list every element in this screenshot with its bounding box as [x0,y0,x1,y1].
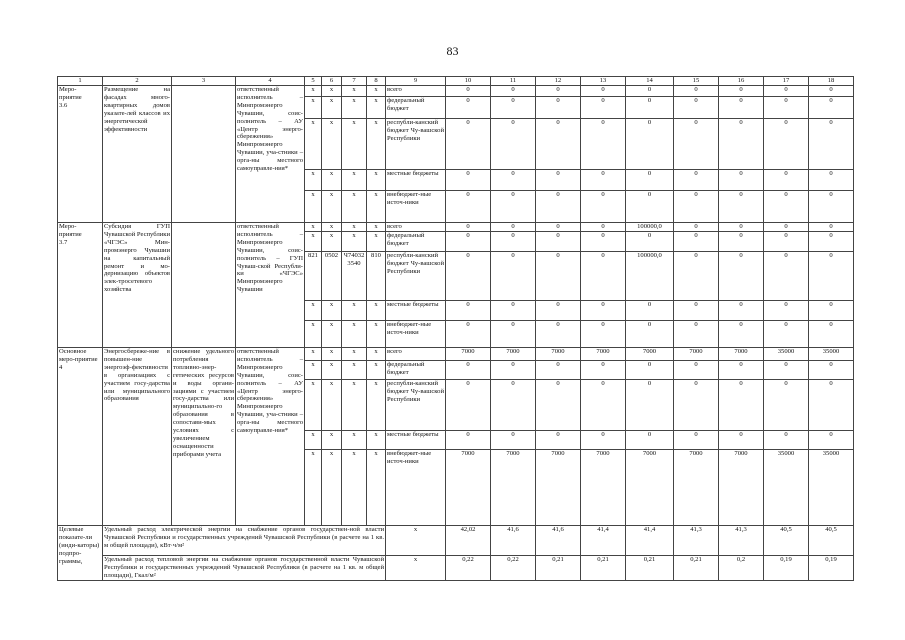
value-cell: 0 [446,223,491,232]
code-cell: x [305,97,322,119]
responsible-cell: ответственный исполнитель – Минпромэнерго Чувашии, соис-полнитель – ГУП Чуваш-ской Республи-ки «ЧГЭС» Минпромэнерго Чувашии [236,223,305,348]
value-cell: 0 [536,119,581,170]
page-number: 83 [446,44,459,58]
indicator-value-cell: 41,4 [626,526,674,556]
code-cell: x [305,348,322,361]
value-cell: 0 [536,97,581,119]
code-cell: x [367,232,386,252]
expected-result-cell [172,223,236,348]
value-cell: 0 [764,361,809,380]
code-cell: x [322,450,342,526]
value-cell: 0 [674,191,719,223]
code-cell: x [367,170,386,191]
indicator-value-cell: 41,3 [674,526,719,556]
value-cell: 100000,0 [626,252,674,301]
value-cell: 0 [809,191,854,223]
value-cell: 0 [809,321,854,348]
event-cell: Основное меро-приятие 4 [58,348,103,526]
value-cell: 7000 [491,450,536,526]
value-cell: 0 [491,97,536,119]
value-cell: 0 [719,97,764,119]
header-cell: 8 [367,77,386,86]
header-cell: 7 [342,77,367,86]
value-cell: 0 [809,301,854,321]
funding-source-cell: всего [386,86,446,97]
value-cell: 35000 [809,450,854,526]
code-cell: x [305,380,322,431]
code-cell: x [342,119,367,170]
header-cell: 1 [58,77,103,86]
value-cell: 0 [491,252,536,301]
code-cell: x [305,223,322,232]
value-cell: 0 [446,301,491,321]
indicator-value-cell: 40,5 [809,526,854,556]
indicator-value-cell: 0,21 [536,556,581,581]
value-cell: 0 [719,232,764,252]
value-cell: 7000 [581,450,626,526]
value-cell: 0 [626,361,674,380]
value-cell: 0 [536,431,581,450]
value-cell: 7000 [719,348,764,361]
value-cell: 0 [674,86,719,97]
value-cell: 35000 [764,450,809,526]
code-cell: x [305,191,322,223]
value-cell: 0 [626,170,674,191]
value-cell: 0 [581,170,626,191]
code-cell: x [305,86,322,97]
value-cell: 0 [719,119,764,170]
indicator-text-cell: Удельный расход электрической энергии на снабжение органов государствен-ной власти Чувашской Республики и государственных учреждений Чувашской Республики (в расчете на 1 кв. м общей площади), кВт·ч/м² [103,526,386,556]
code-cell: x [367,361,386,380]
value-cell: 0 [809,170,854,191]
value-cell: 0 [764,119,809,170]
code-cell: x [305,321,322,348]
indicator-text-cell: Удельный расход тепловой энергии на снабжение органов государственной власти Чувашской Республики и государственных учреждений Чувашской Республики (в расчете на 1 кв. м общей площади), Гкал/м² [104,556,384,579]
indicator-value-cell: 0,19 [764,556,809,581]
value-cell: 0 [491,170,536,191]
funding-source-cell: внебюджет-ные источ-ники [386,450,446,526]
code-cell: x [322,119,342,170]
value-cell: 0 [719,191,764,223]
value-cell: 7000 [626,450,674,526]
value-cell: 0 [536,223,581,232]
code-cell: x [367,348,386,361]
code-cell: x [322,97,342,119]
code-cell: x [367,321,386,348]
table-row [58,86,854,97]
target-label-cell: Целевые показате-ли (инди-каторы) подпро-граммы, [58,526,103,581]
event-name-cell: Субсидия ГУП Чувашской Республики «ЧГЭС» Мин-промэнерго Чувашии на капитальный ремонт и мо-дернизацию объектов элек-тросетевого хозяйства [103,223,172,348]
code-cell: x [342,97,367,119]
value-cell: 0 [719,170,764,191]
code-cell: x [342,348,367,361]
value-cell: 0 [809,86,854,97]
event-name-cell: Размещение на фасадах много-квартирных домов указате-лей классов их энергетической эффективности [103,86,172,223]
value-cell: 7000 [581,348,626,361]
code-cell: x [305,170,322,191]
value-cell: 0 [581,301,626,321]
value-cell: 7000 [626,348,674,361]
code-cell: x [305,232,322,252]
value-cell: 0 [491,431,536,450]
expected-result-cell [172,86,236,223]
value-cell: 0 [719,361,764,380]
value-cell: 0 [674,119,719,170]
value-cell: 0 [581,86,626,97]
indicator-value-cell: 0,2 [719,556,764,581]
indicator-value-cell: 0,21 [581,556,626,581]
value-cell: 7000 [446,348,491,361]
value-cell: 0 [536,252,581,301]
funding-source-cell: внебюджет-ные источ-ники [386,191,446,223]
target-row [58,526,854,556]
value-cell: 0 [626,97,674,119]
code-cell: x [367,97,386,119]
event-cell: Меро- приятие 3.7 [58,223,103,348]
expected-result-cell: снижение удельного потребления топливно-энер-гетических ресурсов и воды органи-зациями с участием госу-дарства или муниципально-го образования в сопостави-мых условиях с увеличением оснащенности приборами учета [172,348,236,526]
value-cell: 0 [809,232,854,252]
code-cell: x [342,450,367,526]
indicator-value-cell: 0,22 [446,556,491,581]
value-cell: 0 [536,361,581,380]
value-cell: 0 [719,431,764,450]
indicator-value-cell: 41,6 [491,526,536,556]
funding-source-cell: федеральный бюджет [386,361,446,380]
value-cell: 0 [674,361,719,380]
value-cell: 0 [809,223,854,232]
value-cell: 0 [446,321,491,348]
value-cell: 0 [674,431,719,450]
value-cell: 0 [674,232,719,252]
value-cell: 0 [491,301,536,321]
indicator-value-cell: 41,3 [719,526,764,556]
value-cell: 0 [581,191,626,223]
code-cell: x [322,191,342,223]
value-cell: 0 [581,97,626,119]
value-cell: 0 [809,119,854,170]
value-cell: 0 [581,232,626,252]
code-cell: x [342,301,367,321]
indicator-value-cell: 0,21 [626,556,674,581]
value-cell: 0 [491,191,536,223]
code-cell: x [305,431,322,450]
header-cell: 3 [172,77,236,86]
funding-source-cell: местные бюджеты [386,170,446,191]
code-cell: x [322,361,342,380]
value-cell: 0 [809,380,854,431]
header-cell: 13 [581,77,626,86]
value-cell: 0 [674,97,719,119]
value-cell: 0 [719,86,764,97]
value-cell: 0 [719,380,764,431]
value-cell: 0 [446,170,491,191]
code-cell: 821 [305,252,322,301]
value-cell: 0 [491,361,536,380]
code-cell: x [342,361,367,380]
indicator-value-cell: 41,4 [581,526,626,556]
program-table [57,76,854,581]
value-cell: 0 [581,119,626,170]
value-cell: 0 [581,361,626,380]
code-cell: Ч74032 3540 [342,252,367,301]
funding-source-cell: внебюджет-ные источ-ники [386,321,446,348]
table-row [58,348,854,361]
code-cell: x [342,191,367,223]
table-row [58,223,854,232]
value-cell: 0 [764,252,809,301]
indicator-value-cell: 42,02 [446,526,491,556]
header-cell: 18 [809,77,854,86]
header-cell: 4 [236,77,305,86]
header-cell: 11 [491,77,536,86]
funding-source-cell: республи-канский бюджет Чу-вашской Республики [386,119,446,170]
header-cell: 9 [386,77,446,86]
value-cell: 0 [626,119,674,170]
code-cell: x [367,86,386,97]
funding-source-cell: республи-канский бюджет Чу-вашской Республики [386,252,446,301]
code-cell: x [342,321,367,348]
code-cell: x [367,431,386,450]
code-cell: x [342,431,367,450]
value-cell: 35000 [809,348,854,361]
value-cell: 0 [719,252,764,301]
value-cell: 7000 [536,450,581,526]
value-cell: 0 [536,321,581,348]
value-cell: 0 [674,321,719,348]
value-cell: 0 [446,232,491,252]
value-cell: 7000 [446,450,491,526]
value-cell: 0 [446,252,491,301]
value-cell: 0 [446,191,491,223]
value-cell: 7000 [491,348,536,361]
header-row [58,77,854,86]
header-cell: 6 [322,77,342,86]
value-cell: 0 [674,380,719,431]
value-cell: 0 [491,223,536,232]
value-cell: 0 [446,97,491,119]
value-cell: 0 [764,380,809,431]
value-cell: 100000,0 [626,223,674,232]
value-cell: 0 [446,119,491,170]
code-cell: x [322,232,342,252]
value-cell: 0 [809,431,854,450]
value-cell: 0 [491,232,536,252]
value-cell: 0 [764,223,809,232]
code-cell: x [305,119,322,170]
value-cell: 0 [536,191,581,223]
funding-source-cell: федеральный бюджет [386,97,446,119]
indicator-value-cell: 0,21 [674,556,719,581]
value-cell: 0 [626,191,674,223]
code-cell: x [367,119,386,170]
value-cell: 0 [674,223,719,232]
header-cell: 5 [305,77,322,86]
funding-source-cell: местные бюджеты [386,431,446,450]
target-row [58,556,854,581]
value-cell: 0 [491,380,536,431]
header-cell: 14 [626,77,674,86]
funding-source-cell: федеральный бюджет [386,232,446,252]
code-cell: x [342,223,367,232]
code-cell: x [322,431,342,450]
header-cell: 10 [446,77,491,86]
responsible-cell: ответственный исполнитель – Минпромэнерго Чувашии, соис-полнитель – АУ «Центр энерго-сбережения» Минпромэнерго Чувашии, уча-стники – орга-ны местного самоуправле-ния* [236,86,305,223]
value-cell: 0 [446,431,491,450]
code-cell: x [367,223,386,232]
indicator-x-cell: x [386,556,446,581]
value-cell: 0 [764,301,809,321]
code-cell: x [342,170,367,191]
code-cell: x [322,223,342,232]
code-cell: 810 [367,252,386,301]
value-cell: 7000 [719,450,764,526]
code-cell: x [322,301,342,321]
value-cell: 0 [809,97,854,119]
value-cell: 0 [626,86,674,97]
funding-source-cell: всего [386,348,446,361]
value-cell: 0 [536,380,581,431]
value-cell: 35000 [764,348,809,361]
value-cell: 0 [764,191,809,223]
responsible-cell: ответственный исполнитель – Минпромэнерго Чувашии, соис-полнитель – АУ «Центр энерго-сбережения» Минпромэнерго Чувашии, уча-стники – орга-ны местного самоуправле-ния* [236,348,305,526]
code-cell: x [367,191,386,223]
code-cell: x [367,301,386,321]
header-cell: 15 [674,77,719,86]
funding-source-cell: местные бюджеты [386,301,446,321]
value-cell: 0 [536,86,581,97]
indicator-value-cell: 40,5 [764,526,809,556]
header-cell: 17 [764,77,809,86]
code-cell: x [305,450,322,526]
value-cell: 0 [536,170,581,191]
value-cell: 0 [536,232,581,252]
value-cell: 0 [536,301,581,321]
header-cell: 12 [536,77,581,86]
value-cell: 0 [674,252,719,301]
value-cell: 0 [764,232,809,252]
code-cell: x [342,232,367,252]
indicator-value-cell: 0,19 [809,556,854,581]
code-cell: x [322,321,342,348]
value-cell: 0 [446,361,491,380]
funding-source-cell: республи-канский бюджет Чу-вашской Республики [386,380,446,431]
value-cell: 0 [581,252,626,301]
value-cell: 7000 [536,348,581,361]
indicator-value-cell: 0,22 [491,556,536,581]
value-cell: 0 [581,431,626,450]
value-cell: 0 [809,361,854,380]
value-cell: 0 [809,252,854,301]
value-cell: 0 [626,321,674,348]
value-cell: 0 [719,223,764,232]
indicator-x-cell: x [386,526,446,556]
value-cell: 0 [581,321,626,348]
value-cell: 0 [446,86,491,97]
funding-source-cell: всего [386,223,446,232]
event-cell: Меро- приятие 3.6 [58,86,103,223]
value-cell: 0 [581,380,626,431]
value-cell: 0 [446,380,491,431]
code-cell: x [305,301,322,321]
code-cell: x [322,380,342,431]
header-cell: 2 [103,77,172,86]
code-cell: x [322,86,342,97]
value-cell: 0 [581,223,626,232]
code-cell: x [322,348,342,361]
header-cell: 16 [719,77,764,86]
value-cell: 0 [674,301,719,321]
code-cell: 0502 [322,252,342,301]
event-name-cell: Энергосбереже-ние в повышен-ние энергоэф-фективности в организациях с участием госу-дарства или муниципального образования [103,348,172,526]
value-cell: 0 [491,119,536,170]
value-cell: 0 [764,431,809,450]
code-cell: x [367,450,386,526]
code-cell: x [367,380,386,431]
value-cell: 0 [491,86,536,97]
value-cell: 7000 [674,348,719,361]
value-cell: 0 [719,301,764,321]
value-cell: 0 [626,301,674,321]
code-cell: x [322,170,342,191]
value-cell: 0 [626,232,674,252]
value-cell: 0 [491,321,536,348]
code-cell: x [342,380,367,431]
value-cell: 0 [626,380,674,431]
value-cell: 0 [764,97,809,119]
value-cell: 7000 [674,450,719,526]
code-cell: x [305,361,322,380]
value-cell: 0 [764,321,809,348]
value-cell: 0 [764,86,809,97]
value-cell: 0 [764,170,809,191]
code-cell: x [342,86,367,97]
value-cell: 0 [719,321,764,348]
indicator-value-cell: 41,6 [536,526,581,556]
value-cell: 0 [626,431,674,450]
value-cell: 0 [674,170,719,191]
